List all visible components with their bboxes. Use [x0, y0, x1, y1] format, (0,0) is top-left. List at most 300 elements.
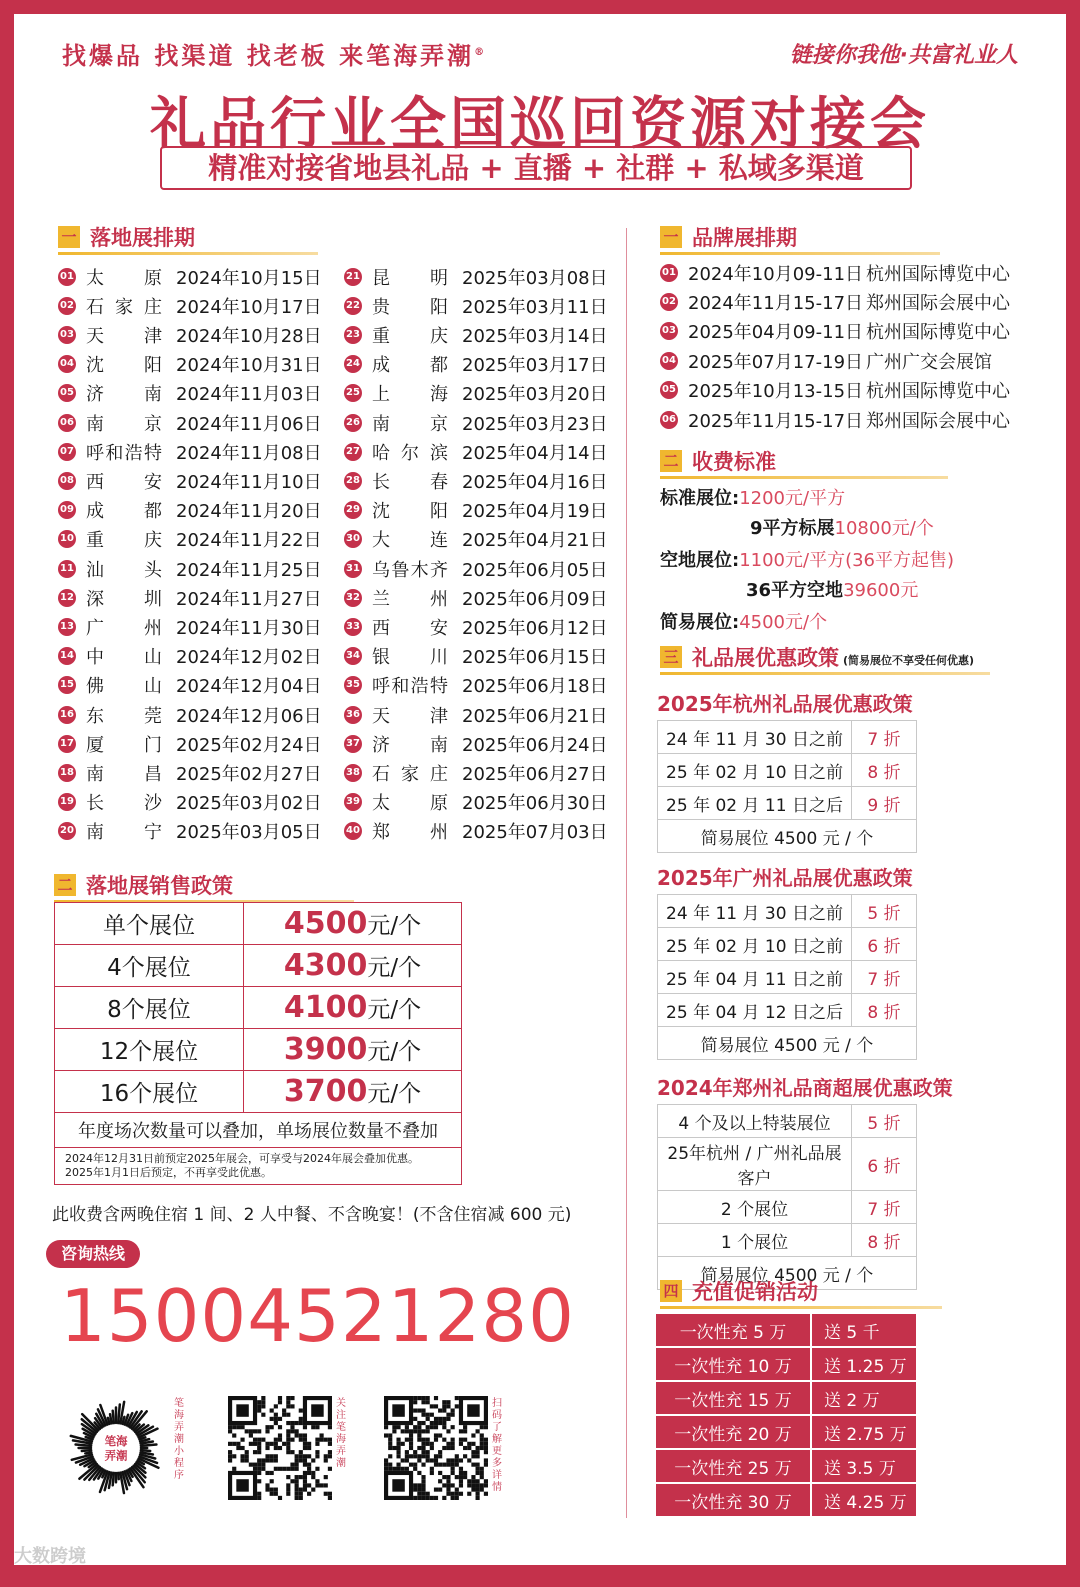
- recharge-row: [655, 1347, 917, 1381]
- recharge-bonus: 送 3.5 万: [811, 1449, 917, 1483]
- promo-condition: 25 年 04 月 11 日之前: [658, 961, 852, 994]
- sales-row: [55, 945, 462, 987]
- schedule-row: [344, 379, 608, 408]
- schedule-row: [58, 496, 322, 525]
- promo-row: [658, 721, 917, 754]
- price-unit: 元/个: [367, 997, 422, 1023]
- brand-date: 2025年07月17-19日: [688, 351, 864, 373]
- event-date: 2025年06月12日: [462, 617, 608, 639]
- recharge-amount: 一次性充 25 万: [655, 1449, 811, 1483]
- section-number: 一: [660, 226, 682, 248]
- fees-section-head: [660, 446, 776, 476]
- schedule-row: [58, 350, 322, 379]
- section-number: 一: [58, 226, 80, 248]
- qr-label-follow: 关注笔海弄潮: [336, 1398, 346, 1469]
- city-name: 成都: [372, 355, 448, 377]
- row-number-badge: 01: [58, 268, 76, 286]
- recharge-bonus: 送 5 千: [811, 1313, 917, 1347]
- city-name: 长沙: [86, 793, 162, 815]
- recharge-amount: 一次性充 5 万: [655, 1313, 811, 1347]
- row-number-badge: 21: [344, 268, 362, 286]
- recharge-amount: 一次性充 10 万: [655, 1347, 811, 1381]
- section-title: 礼品展优惠政策: [692, 646, 839, 670]
- schedule-row: [344, 320, 608, 349]
- row-number-badge: 18: [58, 764, 76, 782]
- event-date: 2024年11月08日: [176, 442, 322, 464]
- city-name: 乌鲁木齐: [372, 559, 448, 581]
- row-number-badge: 07: [58, 443, 76, 461]
- row-number-badge: 09: [58, 501, 76, 519]
- brand-row: [660, 405, 1010, 434]
- row-number-badge: 34: [344, 647, 362, 665]
- booth-count: 12个展位: [55, 1029, 244, 1071]
- section-number: 三: [660, 646, 682, 668]
- schedule-row: [58, 525, 322, 554]
- promo-condition: 1 个展位: [658, 1224, 852, 1257]
- fee-simple: 简易展位:4500元/个: [660, 612, 828, 633]
- promo-note: (简易展位不享受任何优惠): [843, 654, 975, 667]
- booth-price: [244, 987, 462, 1029]
- hotline-label: 咨询热线: [46, 1240, 140, 1268]
- event-date: 2024年10月31日: [176, 355, 322, 377]
- promo-discount: 8 折: [852, 994, 917, 1027]
- event-date: 2025年06月30日: [462, 793, 608, 815]
- promo-hangzhou-title: 2025年杭州礼品展优惠政策: [657, 692, 913, 716]
- section-underline: [660, 672, 990, 675]
- city-name: 济南: [86, 384, 162, 406]
- schedule-row: [344, 758, 608, 787]
- schedule-section-head: [58, 222, 195, 252]
- brand-row: [660, 346, 992, 375]
- promo-row: [658, 787, 917, 820]
- schedule-row: [58, 583, 322, 612]
- schedule-row: [58, 291, 322, 320]
- recharge-amount: 一次性充 30 万: [655, 1483, 811, 1517]
- city-name: 太原: [86, 267, 162, 289]
- promo-row: [658, 994, 917, 1027]
- column-divider: [626, 228, 627, 1518]
- includes-note: 此收费含两晚住宿 1 间、2 人中餐、不含晚宴！(不含住宿减 600 元): [52, 1205, 572, 1225]
- event-date: 2025年03月17日: [462, 355, 608, 377]
- event-date: 2024年12月06日: [176, 705, 322, 727]
- city-name: 南京: [86, 413, 162, 435]
- schedule-row: [344, 262, 608, 291]
- row-number-badge: 08: [58, 472, 76, 490]
- city-name: 兰州: [372, 588, 448, 610]
- row-number-badge: 12: [58, 589, 76, 607]
- row-number-badge: 25: [344, 384, 362, 402]
- city-name: 沈阳: [372, 501, 448, 523]
- event-date: 2024年11月27日: [176, 588, 322, 610]
- schedule-row: [344, 408, 608, 437]
- sales-footer: 年度场次数量可以叠加，单场展位数量不叠加: [55, 1113, 462, 1148]
- city-name: 贵阳: [372, 296, 448, 318]
- recharge-row: [655, 1483, 917, 1517]
- brand-venue: 杭州国际博览中心: [866, 322, 1010, 344]
- sales-note: 2024年12月31日前预定2025年展会，可享受与2024年展会叠加优惠。 2025年1月1日后预定，不再享受此优惠。: [55, 1148, 462, 1185]
- event-date: 2025年06月05日: [462, 559, 608, 581]
- schedule-row: [344, 612, 608, 641]
- brand-date: 2024年10月09-11日: [688, 263, 864, 285]
- slogan-left: 找爆品 找渠道 找老板 来笔海弄潮®: [62, 41, 488, 70]
- city-name: 长春: [372, 471, 448, 493]
- row-number-badge: 23: [344, 326, 362, 344]
- schedule-row: [344, 817, 608, 846]
- city-name: 重庆: [372, 325, 448, 347]
- recharge-bonus: 送 2 万: [811, 1381, 917, 1415]
- promo-discount: 6 折: [852, 1138, 917, 1191]
- row-number-badge: 02: [58, 297, 76, 315]
- promo-row: [658, 1224, 917, 1257]
- event-date: 2025年07月03日: [462, 822, 608, 844]
- event-date: 2024年11月20日: [176, 501, 322, 523]
- row-number-badge: 04: [58, 355, 76, 373]
- page-title: 礼品行业全国巡回资源对接会: [150, 92, 930, 157]
- promo-row: [658, 1138, 917, 1191]
- schedule-row: [344, 525, 608, 554]
- promo-row: [658, 754, 917, 787]
- city-name: 呼和浩特: [86, 442, 162, 464]
- event-date: 2025年06月09日: [462, 588, 608, 610]
- brand-date: 2025年11月15-17日: [688, 410, 864, 432]
- city-name: 中山: [86, 647, 162, 669]
- section-title: 落地展排期: [90, 226, 195, 250]
- event-date: 2024年11月25日: [176, 559, 322, 581]
- event-date: 2025年04月21日: [462, 530, 608, 552]
- promo-condition: 4 个及以上特装展位: [658, 1105, 852, 1138]
- row-number-badge: 24: [344, 355, 362, 373]
- promo-discount: 9 折: [852, 787, 917, 820]
- mini-program-qr-icon[interactable]: [64, 1396, 168, 1500]
- row-number-badge: 31: [344, 560, 362, 578]
- price-value: 4500: [283, 906, 368, 941]
- promo-guangzhou-title: 2025年广州礼品展优惠政策: [657, 866, 913, 890]
- promo-zhengzhou-table: [657, 1104, 917, 1290]
- event-date: 2025年03月02日: [176, 793, 322, 815]
- city-name: 东莞: [86, 705, 162, 727]
- recharge-bonus: 送 1.25 万: [811, 1347, 917, 1381]
- schedule-row: [344, 700, 608, 729]
- city-name: 南昌: [86, 763, 162, 785]
- brand-date: 2025年04月09-11日: [688, 322, 864, 344]
- row-number-badge: 03: [58, 326, 76, 344]
- fee-empty: 空地展位:1100元/平方(36平方起售): [660, 550, 955, 571]
- event-date: 2025年03月20日: [462, 384, 608, 406]
- fee-standard: 标准展位:1200元/平方: [660, 488, 846, 509]
- trademark: ®: [474, 47, 488, 58]
- recharge-row: [655, 1415, 917, 1449]
- recharge-amount: 一次性充 15 万: [655, 1381, 811, 1415]
- city-name: 石家庄: [372, 763, 448, 785]
- row-number-badge: 32: [344, 589, 362, 607]
- price-value: 4300: [283, 948, 368, 983]
- city-name: 哈尔滨: [372, 442, 448, 464]
- promo-condition: 24 年 11 月 30 日之前: [658, 895, 852, 928]
- sales-section-head: [54, 870, 233, 900]
- row-number-badge: 38: [344, 764, 362, 782]
- city-name: 石家庄: [86, 296, 162, 318]
- brand-section-head: [660, 222, 797, 252]
- row-number-badge: 19: [58, 793, 76, 811]
- brand-row: [660, 258, 1010, 287]
- city-name: 天津: [372, 705, 448, 727]
- city-name: 上海: [372, 384, 448, 406]
- schedule-row: [344, 291, 608, 320]
- city-name: 郑州: [372, 822, 448, 844]
- section-title: 落地展销售政策: [86, 874, 233, 898]
- event-date: 2025年02月24日: [176, 734, 322, 756]
- event-date: 2024年11月22日: [176, 530, 322, 552]
- recharge-section-head: [660, 1276, 818, 1306]
- event-date: 2025年06月24日: [462, 734, 608, 756]
- promo-discount: 8 折: [852, 754, 917, 787]
- recharge-amount: 一次性充 20 万: [655, 1415, 811, 1449]
- sales-row: [55, 903, 462, 945]
- brand-venue: 广州广交会展馆: [866, 351, 992, 373]
- qr-logo-text-1: 笔海: [104, 1433, 128, 1448]
- brand-venue: 郑州国际会展中心: [866, 410, 1010, 432]
- schedule-row: [344, 350, 608, 379]
- event-date: 2025年03月08日: [462, 267, 608, 289]
- recharge-row: [655, 1313, 917, 1347]
- brand-venue: 杭州国际博览中心: [866, 381, 1010, 403]
- event-date: 2025年06月21日: [462, 705, 608, 727]
- promo-foot: 简易展位 4500 元 / 个: [658, 1257, 917, 1290]
- city-name: 沈阳: [86, 355, 162, 377]
- brand-venue: 杭州国际博览中心: [866, 263, 1010, 285]
- booth-count: 16个展位: [55, 1071, 244, 1113]
- schedule-row: [344, 554, 608, 583]
- row-number-badge: 06: [660, 411, 678, 429]
- fee-36-sqm: 36平方空地39600元: [746, 580, 919, 601]
- schedule-row: [344, 729, 608, 758]
- promo-hangzhou-table: [657, 720, 917, 853]
- schedule-row: [58, 700, 322, 729]
- promo-row: [658, 895, 917, 928]
- row-number-badge: 05: [660, 381, 678, 399]
- city-name: 济南: [372, 734, 448, 756]
- promo-discount: 7 折: [852, 961, 917, 994]
- recharge-bonus: 送 2.75 万: [811, 1415, 917, 1449]
- recharge-bonus: 送 4.25 万: [811, 1483, 917, 1517]
- schedule-row: [58, 642, 322, 671]
- section-title: 收费标准: [692, 450, 776, 474]
- brand-row: [660, 287, 1010, 316]
- promo-condition: 25 年 02 月 10 日之前: [658, 754, 852, 787]
- promo-condition: 24 年 11 月 30 日之前: [658, 721, 852, 754]
- schedule-row: [58, 817, 322, 846]
- city-name: 西安: [372, 617, 448, 639]
- slogan-right: 链接你我他·共富礼业人: [789, 43, 1018, 68]
- promo-foot: 简易展位 4500 元 / 个: [658, 1027, 917, 1060]
- city-name: 佛山: [86, 676, 162, 698]
- schedule-row: [58, 437, 322, 466]
- row-number-badge: 02: [660, 293, 678, 311]
- schedule-row: [58, 788, 322, 817]
- row-number-badge: 20: [58, 822, 76, 840]
- recharge-table: [654, 1312, 918, 1518]
- promo-discount: 6 折: [852, 928, 917, 961]
- city-name: 南京: [372, 413, 448, 435]
- event-date: 2025年06月15日: [462, 647, 608, 669]
- city-name: 成都: [86, 501, 162, 523]
- city-name: 天津: [86, 325, 162, 347]
- row-number-badge: 37: [344, 735, 362, 753]
- row-number-badge: 40: [344, 822, 362, 840]
- sales-row: [55, 1071, 462, 1113]
- promo-condition: 25年杭州 / 广州礼品展客户: [658, 1138, 852, 1191]
- event-date: 2025年04月14日: [462, 442, 608, 464]
- event-date: 2024年12月04日: [176, 676, 322, 698]
- row-number-badge: 05: [58, 384, 76, 402]
- section-title: 充值促销活动: [692, 1280, 818, 1304]
- schedule-row: [58, 671, 322, 700]
- section-underline: [660, 252, 940, 255]
- row-number-badge: 17: [58, 735, 76, 753]
- city-name: 深圳: [86, 588, 162, 610]
- row-number-badge: 35: [344, 676, 362, 694]
- schedule-row: [58, 408, 322, 437]
- schedule-row: [58, 262, 322, 291]
- city-name: 西安: [86, 471, 162, 493]
- booth-price: [244, 1029, 462, 1071]
- row-number-badge: 26: [344, 414, 362, 432]
- promo-row: [658, 928, 917, 961]
- schedule-row: [58, 320, 322, 349]
- city-name: 厦门: [86, 734, 162, 756]
- section-underline: [660, 476, 948, 479]
- booth-price: [244, 903, 462, 945]
- promo-guangzhou-table: [657, 894, 917, 1060]
- city-name: 广州: [86, 617, 162, 639]
- qr-logo-text-2: 弄潮: [104, 1448, 128, 1463]
- recharge-row: [655, 1449, 917, 1483]
- city-name: 呼和浩特: [372, 676, 448, 698]
- schedule-row: [344, 788, 608, 817]
- city-name: 昆明: [372, 267, 448, 289]
- promo-row: [658, 1191, 917, 1224]
- sales-policy-table: [54, 902, 462, 1185]
- price-value: 4100: [283, 990, 368, 1025]
- event-date: 2024年11月10日: [176, 471, 322, 493]
- row-number-badge: 30: [344, 530, 362, 548]
- follow-qr-icon[interactable]: [228, 1396, 332, 1500]
- schedule-row: [58, 466, 322, 495]
- section-underline: [660, 1306, 942, 1309]
- section-number: 二: [54, 874, 76, 896]
- row-number-badge: 06: [58, 414, 76, 432]
- sales-row: [55, 987, 462, 1029]
- row-number-badge: 11: [58, 560, 76, 578]
- event-date: 2025年04月19日: [462, 501, 608, 523]
- fee-nine-sqm: 9平方标展10800元/个: [750, 518, 934, 539]
- price-unit: 元/个: [367, 913, 422, 939]
- row-number-badge: 28: [344, 472, 362, 490]
- schedule-row: [58, 612, 322, 641]
- brand-date: 2024年11月15-17日: [688, 292, 864, 314]
- booth-price: [244, 1071, 462, 1113]
- booth-count: 8个展位: [55, 987, 244, 1029]
- qr-label-mini-program: 笔海弄潮小程序: [174, 1398, 184, 1481]
- event-date: 2025年03月05日: [176, 822, 322, 844]
- promo-condition: 25 年 02 月 10 日之前: [658, 928, 852, 961]
- promo-condition: 2 个展位: [658, 1191, 852, 1224]
- city-name: 太原: [372, 793, 448, 815]
- row-number-badge: 03: [660, 322, 678, 340]
- event-date: 2024年10月15日: [176, 267, 322, 289]
- schedule-row: [58, 729, 322, 758]
- section-underline: [58, 252, 318, 255]
- promo-condition: 25 年 04 月 12 日之后: [658, 994, 852, 1027]
- promo-section-head: [660, 642, 974, 672]
- event-date: 2024年11月30日: [176, 617, 322, 639]
- row-number-badge: 39: [344, 793, 362, 811]
- event-date: 2025年03月14日: [462, 325, 608, 347]
- price-value: 3900: [283, 1032, 368, 1067]
- event-date: 2025年06月27日: [462, 763, 608, 785]
- booth-price: [244, 945, 462, 987]
- event-date: 2025年02月27日: [176, 763, 322, 785]
- subtitle-banner: 精准对接省地县礼品 + 直播 + 社群 + 私域多渠道: [160, 146, 912, 190]
- section-number: 四: [660, 1280, 682, 1302]
- schedule-row: [344, 496, 608, 525]
- promo-discount: 8 折: [852, 1224, 917, 1257]
- promo-discount: 7 折: [852, 721, 917, 754]
- row-number-badge: 04: [660, 352, 678, 370]
- booth-count: 4个展位: [55, 945, 244, 987]
- city-name: 汕头: [86, 559, 162, 581]
- promo-row: [658, 1105, 917, 1138]
- watermark: 大数跨境: [14, 1546, 86, 1567]
- promo-discount: 5 折: [852, 895, 917, 928]
- schedule-row: [58, 554, 322, 583]
- row-number-badge: 14: [58, 647, 76, 665]
- row-number-badge: 29: [344, 501, 362, 519]
- event-date: 2024年11月06日: [176, 413, 322, 435]
- schedule-row: [344, 671, 608, 700]
- section-number: 二: [660, 450, 682, 472]
- promo-row: [658, 961, 917, 994]
- event-date: 2024年12月02日: [176, 647, 322, 669]
- schedule-row: [344, 437, 608, 466]
- qr-label-details: 扫码了解更多详情: [492, 1398, 502, 1493]
- city-name: 银川: [372, 647, 448, 669]
- schedule-row: [58, 379, 322, 408]
- brand-row: [660, 376, 1010, 405]
- event-date: 2024年10月28日: [176, 325, 322, 347]
- row-number-badge: 13: [58, 618, 76, 636]
- section-title: 品牌展排期: [692, 226, 797, 250]
- schedule-row: [344, 466, 608, 495]
- hotline-number[interactable]: 15004521280: [60, 1274, 575, 1358]
- schedule-row: [344, 583, 608, 612]
- price-unit: 元/个: [367, 955, 422, 981]
- brand-date: 2025年10月13-15日: [688, 381, 864, 403]
- row-number-badge: 36: [344, 706, 362, 724]
- details-qr-icon[interactable]: [384, 1396, 488, 1500]
- row-number-badge: 33: [344, 618, 362, 636]
- price-value: 3700: [283, 1074, 368, 1109]
- promo-discount: 7 折: [852, 1191, 917, 1224]
- row-number-badge: 10: [58, 530, 76, 548]
- city-name: 重庆: [86, 530, 162, 552]
- row-number-badge: 16: [58, 706, 76, 724]
- schedule-row: [58, 758, 322, 787]
- event-date: 2025年06月18日: [462, 676, 608, 698]
- schedule-row: [344, 642, 608, 671]
- promo-zhengzhou-title: 2024年郑州礼品商超展优惠政策: [657, 1076, 953, 1100]
- row-number-badge: 15: [58, 676, 76, 694]
